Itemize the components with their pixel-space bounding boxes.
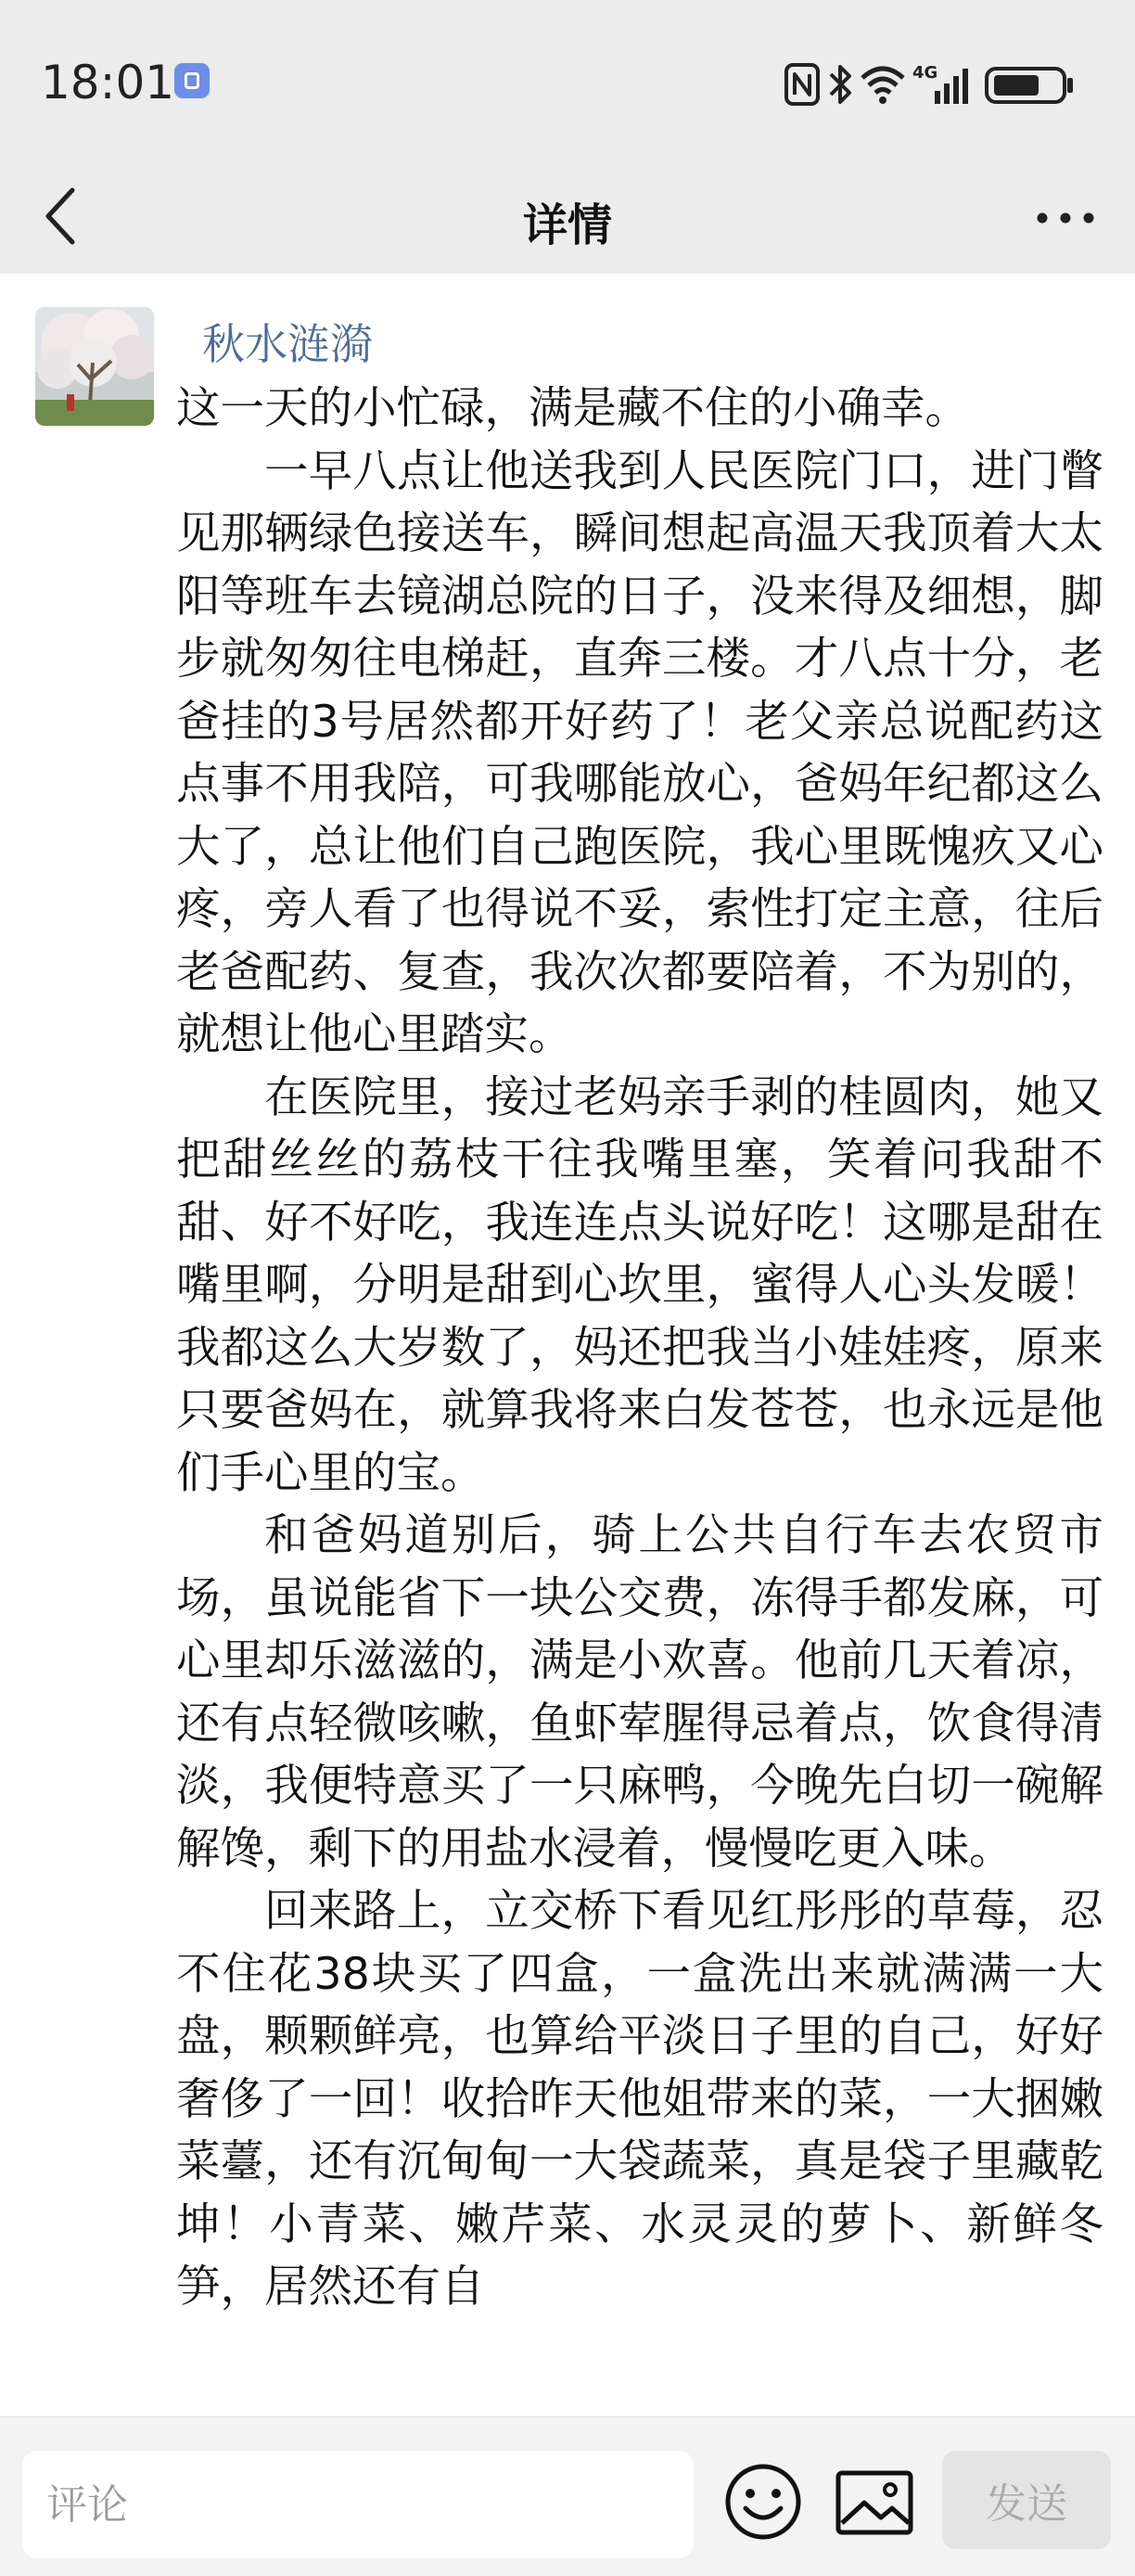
post-paragraph: 这一天的小忙碌，满是藏不住的小确幸。 <box>176 383 969 434</box>
post-paragraph: 回来路上，立交桥下看见红彤彤的草莓，忍不住花38块买了四盒，一盒洗出来就满满一大盘，颗颗鲜亮，也算给平淡日子里的自己，好好奢侈了一回！收拾昨天他姐带来的菜，一大捆嫩菜薹，还有沉甸甸一大袋蔬菜，真是袋子里藏乾坤！小青菜、嫩芹菜、水灵灵的萝卜、新鲜冬笋，居然还有自 <box>176 1886 1103 2313</box>
more-dots-icon <box>1033 190 1098 246</box>
avatar-image <box>35 307 154 426</box>
app-notification-icon <box>174 63 210 98</box>
comment-input[interactable] <box>22 2451 694 2558</box>
battery-icon <box>987 69 1073 102</box>
image-icon <box>835 2467 914 2538</box>
page-title: 详情 <box>522 199 612 251</box>
post-body <box>176 378 1103 2319</box>
network-type-label: 4G <box>912 63 938 83</box>
post-author-name[interactable]: 秋水涟漪 <box>202 319 373 369</box>
more-button[interactable] <box>1033 190 1098 246</box>
nfc-icon <box>786 65 818 104</box>
send-button[interactable]: 发送 <box>942 2451 1111 2549</box>
emoji-button[interactable] <box>721 2460 805 2544</box>
post-paragraph: 一早八点让他送我到人民医院门口，进门瞥见那辆绿色接送车，瞬间想起高温天我顶着大太阳等班车去镜湖总院的日子，没来得及细想，脚步就匆匆往电梯赶，直奔三楼。才八点十分，老爸挂的3号居然都开好药了！老父亲总说配药这点事不用我陪，可我哪能放心，爸妈年纪都这么大了，总让他们自己跑医院，我心里既愧疚又心疼，旁人看了也得说不妥，索性打定主意，往后老爸配药、复查，我次次都要陪着，不为别的，就想让他心里踏实。 <box>176 445 1103 1060</box>
bluetooth-icon <box>831 67 849 102</box>
status-bar <box>0 0 1135 158</box>
nav-bar <box>0 158 1135 274</box>
status-time: 18:01 <box>41 56 175 109</box>
signal-icon <box>912 63 968 104</box>
comment-bar <box>0 2416 1135 2576</box>
image-button[interactable] <box>835 2467 914 2538</box>
post-paragraph: 和爸妈道别后，骑上公共自行车去农贸市场，虽说能省下一块公交费，冻得手都发麻，可心里却乐滋滋的，满是小欢喜。他前几天着凉，还有点轻微咳嗽，鱼虾荤腥得忌着点，饮食得清淡，我便特意买了一只麻鸭，今晚先白切一碗解解馋，剩下的用盐水浸着，慢慢吃更入味。 <box>176 1510 1103 1875</box>
post-paragraph: 在医院里，接过老妈亲手剥的桂圆肉，她又把甜丝丝的荔枝干往我嘴里塞，笑着问我甜不甜、好不好吃，我连连点头说好吃！这哪是甜在嘴里啊，分明是甜到心坎里，蜜得人心头发暖！我都这么大岁数了，妈还把我当小娃娃疼，原来只要爸妈在，就算我将来白发苍苍，也永远是他们手心里的宝。 <box>176 1071 1103 1499</box>
post-content <box>0 274 1135 2416</box>
status-icons <box>783 58 1089 113</box>
avatar[interactable] <box>35 307 154 426</box>
wifi-icon <box>862 69 903 104</box>
smiley-icon <box>721 2460 805 2544</box>
